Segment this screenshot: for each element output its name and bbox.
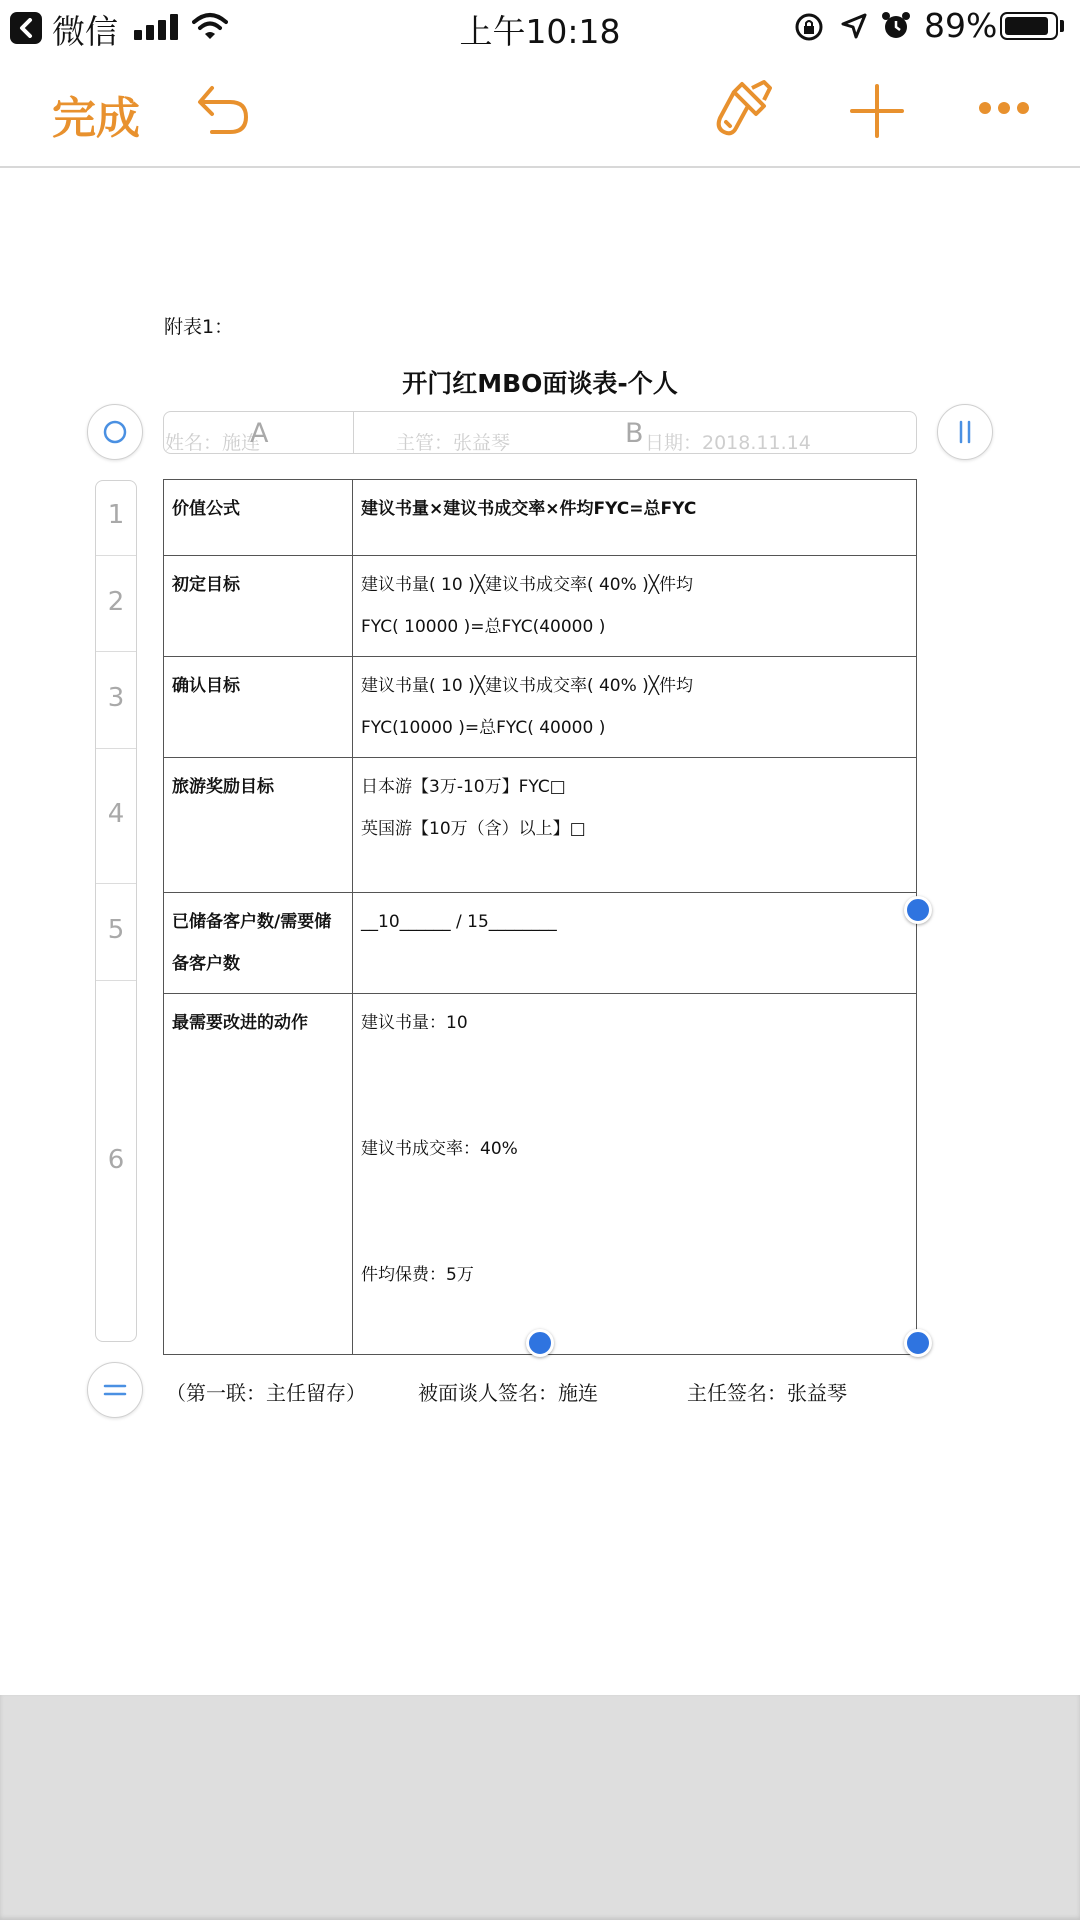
cell-line: 英国游【10万（含）以上】□	[361, 819, 586, 839]
cell-value[interactable]	[353, 758, 917, 893]
battery-percentage: 89%	[924, 6, 998, 45]
cell-line: 建议书量( 10 )╳建议书成交率( 40% )╳件均	[361, 575, 694, 595]
cell-line: 建议书成交率：40%	[361, 1139, 518, 1159]
cell-label[interactable]: 旅游奖励目标	[164, 758, 353, 893]
undo-icon[interactable]	[192, 80, 252, 136]
annex-label: 附表1：	[164, 316, 234, 338]
selection-handle[interactable]	[904, 1329, 932, 1357]
table-row	[164, 893, 917, 994]
back-app-label[interactable]: 微信	[52, 12, 118, 51]
page-title: 开门红MBO面谈表-个人	[402, 369, 678, 398]
cell-label[interactable]: 初定目标	[164, 556, 353, 657]
cell-line: __10______ / 15________	[361, 912, 557, 932]
done-button[interactable]: 完成	[52, 82, 140, 146]
cell-line: 建议书量：10	[361, 1013, 468, 1033]
orientation-lock-icon	[794, 12, 824, 42]
copy-note: （第一联：主任留存）	[166, 1381, 366, 1405]
table-row	[164, 556, 917, 657]
cell-line: 件均保费：5万	[361, 1265, 474, 1285]
editor-toolbar	[0, 52, 1080, 168]
column-header-bar[interactable]	[163, 411, 917, 454]
add-icon[interactable]	[850, 84, 904, 138]
cell-value[interactable]	[353, 657, 917, 758]
interviewee-signature: 被面谈人签名：施连	[418, 1381, 598, 1405]
cell-value[interactable]	[353, 480, 917, 556]
cell-line: FYC( 10000 )=总FYC(40000 )	[361, 617, 606, 637]
format-brush-icon[interactable]	[712, 78, 774, 140]
column-handle-icon[interactable]	[937, 404, 993, 460]
cell-value[interactable]	[353, 994, 917, 1355]
more-icon[interactable]	[978, 100, 1030, 116]
clock: 上午10:18	[459, 12, 621, 51]
canvas-background	[0, 1695, 1080, 1920]
row-separator	[96, 980, 136, 981]
cell-line: FYC(10000 )=总FYC( 40000 )	[361, 718, 606, 738]
battery-icon	[1000, 12, 1058, 40]
selection-handle[interactable]	[526, 1329, 554, 1357]
cell-value[interactable]	[353, 893, 917, 994]
row-separator	[96, 883, 136, 884]
cell-line: 建议书量( 10 )╳建议书成交率( 40% )╳件均	[361, 676, 694, 696]
table-row	[164, 994, 917, 1355]
row-handle-icon[interactable]	[87, 1362, 143, 1418]
cell-label[interactable]: 最需要改进的动作	[164, 994, 353, 1355]
column-label-a[interactable]: A	[250, 418, 269, 449]
select-all-circle-icon[interactable]	[87, 404, 143, 460]
table-row	[164, 480, 917, 556]
location-icon	[840, 12, 868, 40]
selection-handle[interactable]	[904, 896, 932, 924]
battery-cap	[1060, 20, 1064, 32]
status-bar	[0, 0, 1080, 52]
director-signature: 主任签名：张益琴	[687, 1381, 847, 1405]
table-row	[164, 758, 917, 893]
row-number-2[interactable]: 2	[107, 587, 125, 617]
row-separator	[96, 555, 136, 556]
cell-line: 日本游【3万-10万】FYC□	[361, 777, 566, 797]
cell-label[interactable]: 已储备客户数/需要储备客户数	[164, 893, 353, 994]
cell-value[interactable]	[353, 556, 917, 657]
mbo-table	[163, 479, 917, 1355]
table-row	[164, 657, 917, 758]
cell-line: 建议书量×建议书成交率×件均FYC=总FYC	[361, 499, 697, 519]
row-separator	[96, 651, 136, 652]
alarm-icon	[880, 10, 912, 42]
battery-level	[1005, 17, 1048, 35]
row-number-5[interactable]: 5	[107, 915, 125, 945]
row-number-3[interactable]: 3	[107, 683, 125, 713]
row-number-6[interactable]: 6	[107, 1145, 125, 1175]
supervisor-field: 主管：张益琴	[396, 432, 511, 454]
row-number-4[interactable]: 4	[107, 799, 125, 829]
column-divider	[353, 412, 354, 453]
row-separator	[96, 748, 136, 749]
row-number-1[interactable]: 1	[107, 500, 125, 530]
column-label-b[interactable]: B	[625, 418, 644, 449]
date-field: 日期：2018.11.14	[645, 432, 811, 454]
cell-label[interactable]: 价值公式	[164, 480, 353, 556]
name-field: 姓名：施连	[165, 432, 261, 454]
cell-label[interactable]: 确认目标	[164, 657, 353, 758]
